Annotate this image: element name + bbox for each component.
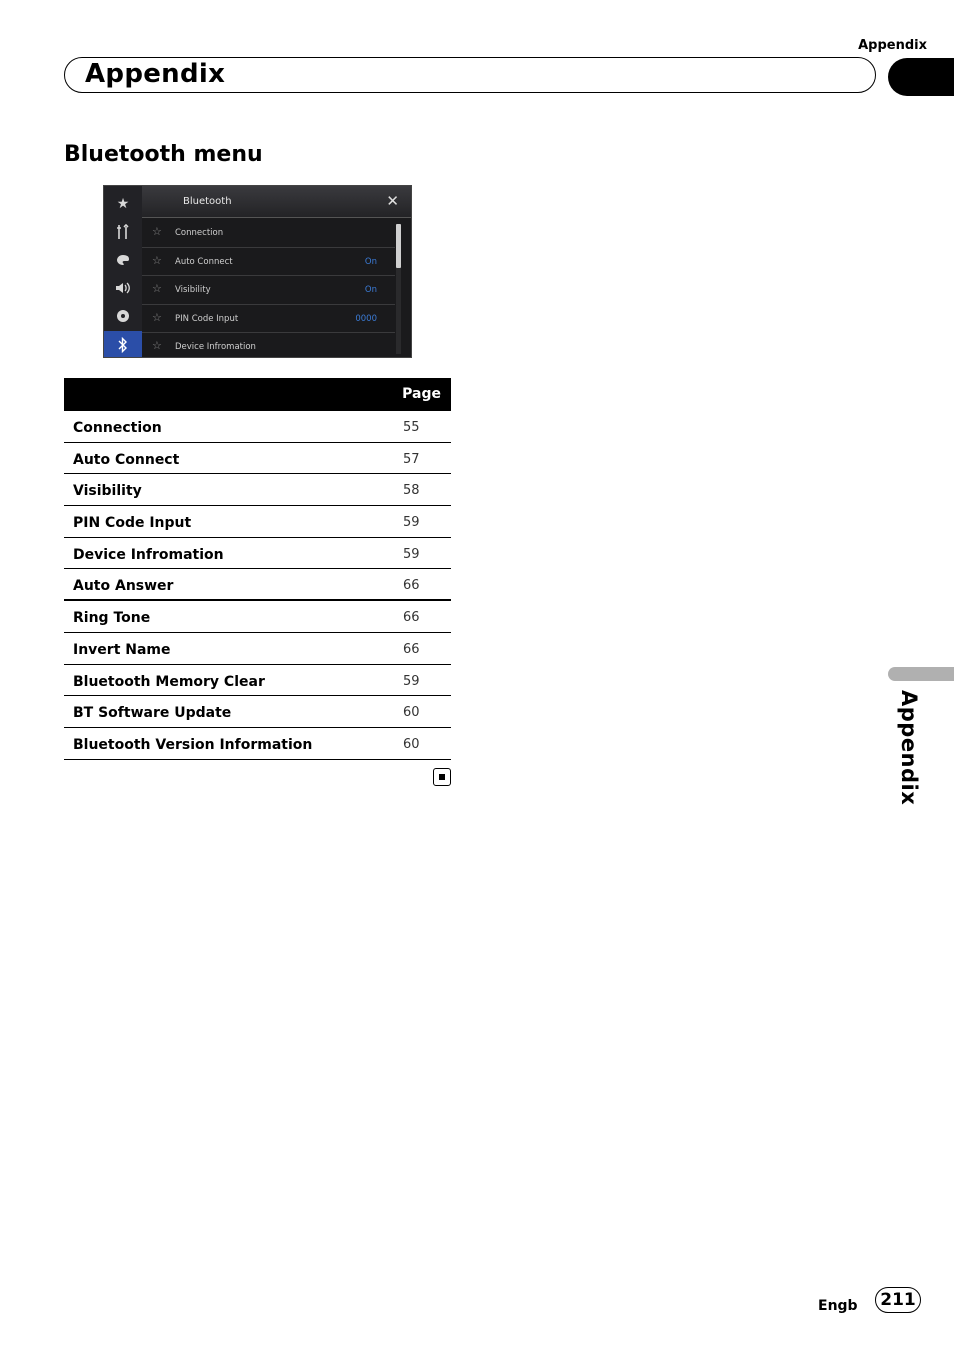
table-cell-page: 66	[403, 610, 420, 626]
table-cell-page: 66	[403, 641, 420, 657]
table-row	[64, 443, 451, 475]
menu-row-value: On	[364, 256, 377, 267]
table-cell-page: 59	[403, 546, 420, 562]
screenshot-sidebar	[104, 186, 142, 358]
menu-row-label: Auto Connect	[175, 256, 233, 267]
table-row	[64, 665, 451, 697]
bluetooth-icon	[104, 331, 142, 358]
table-row	[64, 569, 451, 601]
menu-row-value: 0000	[355, 313, 377, 324]
table-cell-page: 60	[403, 705, 420, 721]
favorite-star-icon: ☆	[152, 225, 162, 238]
menu-row-visibility	[142, 276, 395, 305]
table-header	[64, 378, 451, 411]
table-row	[64, 506, 451, 538]
side-tab-label: Appendix	[897, 690, 921, 806]
menu-row-pin-code	[142, 305, 395, 334]
table-cell-page: 55	[403, 420, 420, 435]
favorite-star-icon: ☆	[152, 339, 162, 352]
chapter-tab-marker	[888, 58, 954, 96]
menu-row-auto-connect	[142, 248, 395, 277]
footer-language: Engb	[818, 1298, 858, 1314]
table-cell-page: 60	[403, 736, 420, 752]
menu-row-label: Connection	[175, 228, 224, 238]
bluetooth-menu-screenshot	[103, 185, 412, 358]
table-cell-name: Device Infromation	[73, 546, 224, 563]
end-of-section-icon	[433, 768, 451, 786]
bluetooth-menu-table	[64, 378, 451, 760]
table-cell-name: Visibility	[73, 483, 142, 500]
table-cell-name: Bluetooth Memory Clear	[73, 673, 265, 690]
table-cell-page: 66	[403, 578, 420, 594]
footer-page-number: 211	[875, 1287, 921, 1313]
table-row	[64, 474, 451, 506]
table-cell-page: 57	[403, 451, 420, 467]
chapter-title: Appendix	[85, 59, 226, 89]
table-cell-page: 59	[403, 673, 420, 689]
menu-row-label: Device Infromation	[175, 342, 256, 352]
table-cell-name: Ring Tone	[73, 610, 151, 627]
palette-icon	[104, 246, 142, 274]
table-cell-name: Auto Connect	[73, 451, 180, 468]
table-cell-name: Connection	[73, 420, 162, 436]
disc-icon	[104, 302, 142, 330]
table-cell-page: 58	[403, 483, 420, 499]
running-header: Appendix	[858, 38, 927, 53]
star-icon: ★	[116, 196, 130, 212]
table-row	[64, 633, 451, 665]
screenshot-scrollbar-thumb	[396, 224, 401, 268]
side-tab-marker	[888, 667, 954, 681]
table-row	[64, 601, 451, 633]
table-cell-name: PIN Code Input	[73, 515, 192, 532]
speaker-icon	[104, 274, 142, 302]
section-title: Bluetooth menu	[64, 142, 263, 167]
close-icon: ✕	[386, 192, 399, 210]
tools-icon	[104, 218, 142, 246]
screenshot-title: Bluetooth	[183, 196, 232, 207]
menu-row-value: On	[364, 285, 377, 295]
table-row	[64, 411, 451, 443]
table-row	[64, 696, 451, 728]
table-row	[64, 538, 451, 570]
table-row	[64, 728, 451, 760]
favorite-star-icon: ☆	[152, 282, 162, 295]
favorite-star-icon: ☆	[152, 253, 162, 267]
table-header-page: Page	[402, 386, 441, 402]
menu-row-label: Visibility	[175, 285, 211, 295]
table-cell-name: Bluetooth Version Information	[73, 736, 313, 753]
table-cell-page: 59	[403, 515, 420, 531]
chapter-title-bar	[64, 57, 876, 93]
menu-row-device-information	[142, 333, 395, 358]
menu-row-connection	[142, 219, 395, 248]
screenshot-header	[142, 186, 411, 218]
table-cell-name: Auto Answer	[73, 578, 174, 595]
favorite-star-icon: ☆	[152, 310, 162, 324]
table-cell-name: Invert Name	[73, 641, 171, 658]
menu-row-label: PIN Code Input	[175, 313, 239, 324]
table-cell-name: BT Software Update	[73, 705, 232, 722]
